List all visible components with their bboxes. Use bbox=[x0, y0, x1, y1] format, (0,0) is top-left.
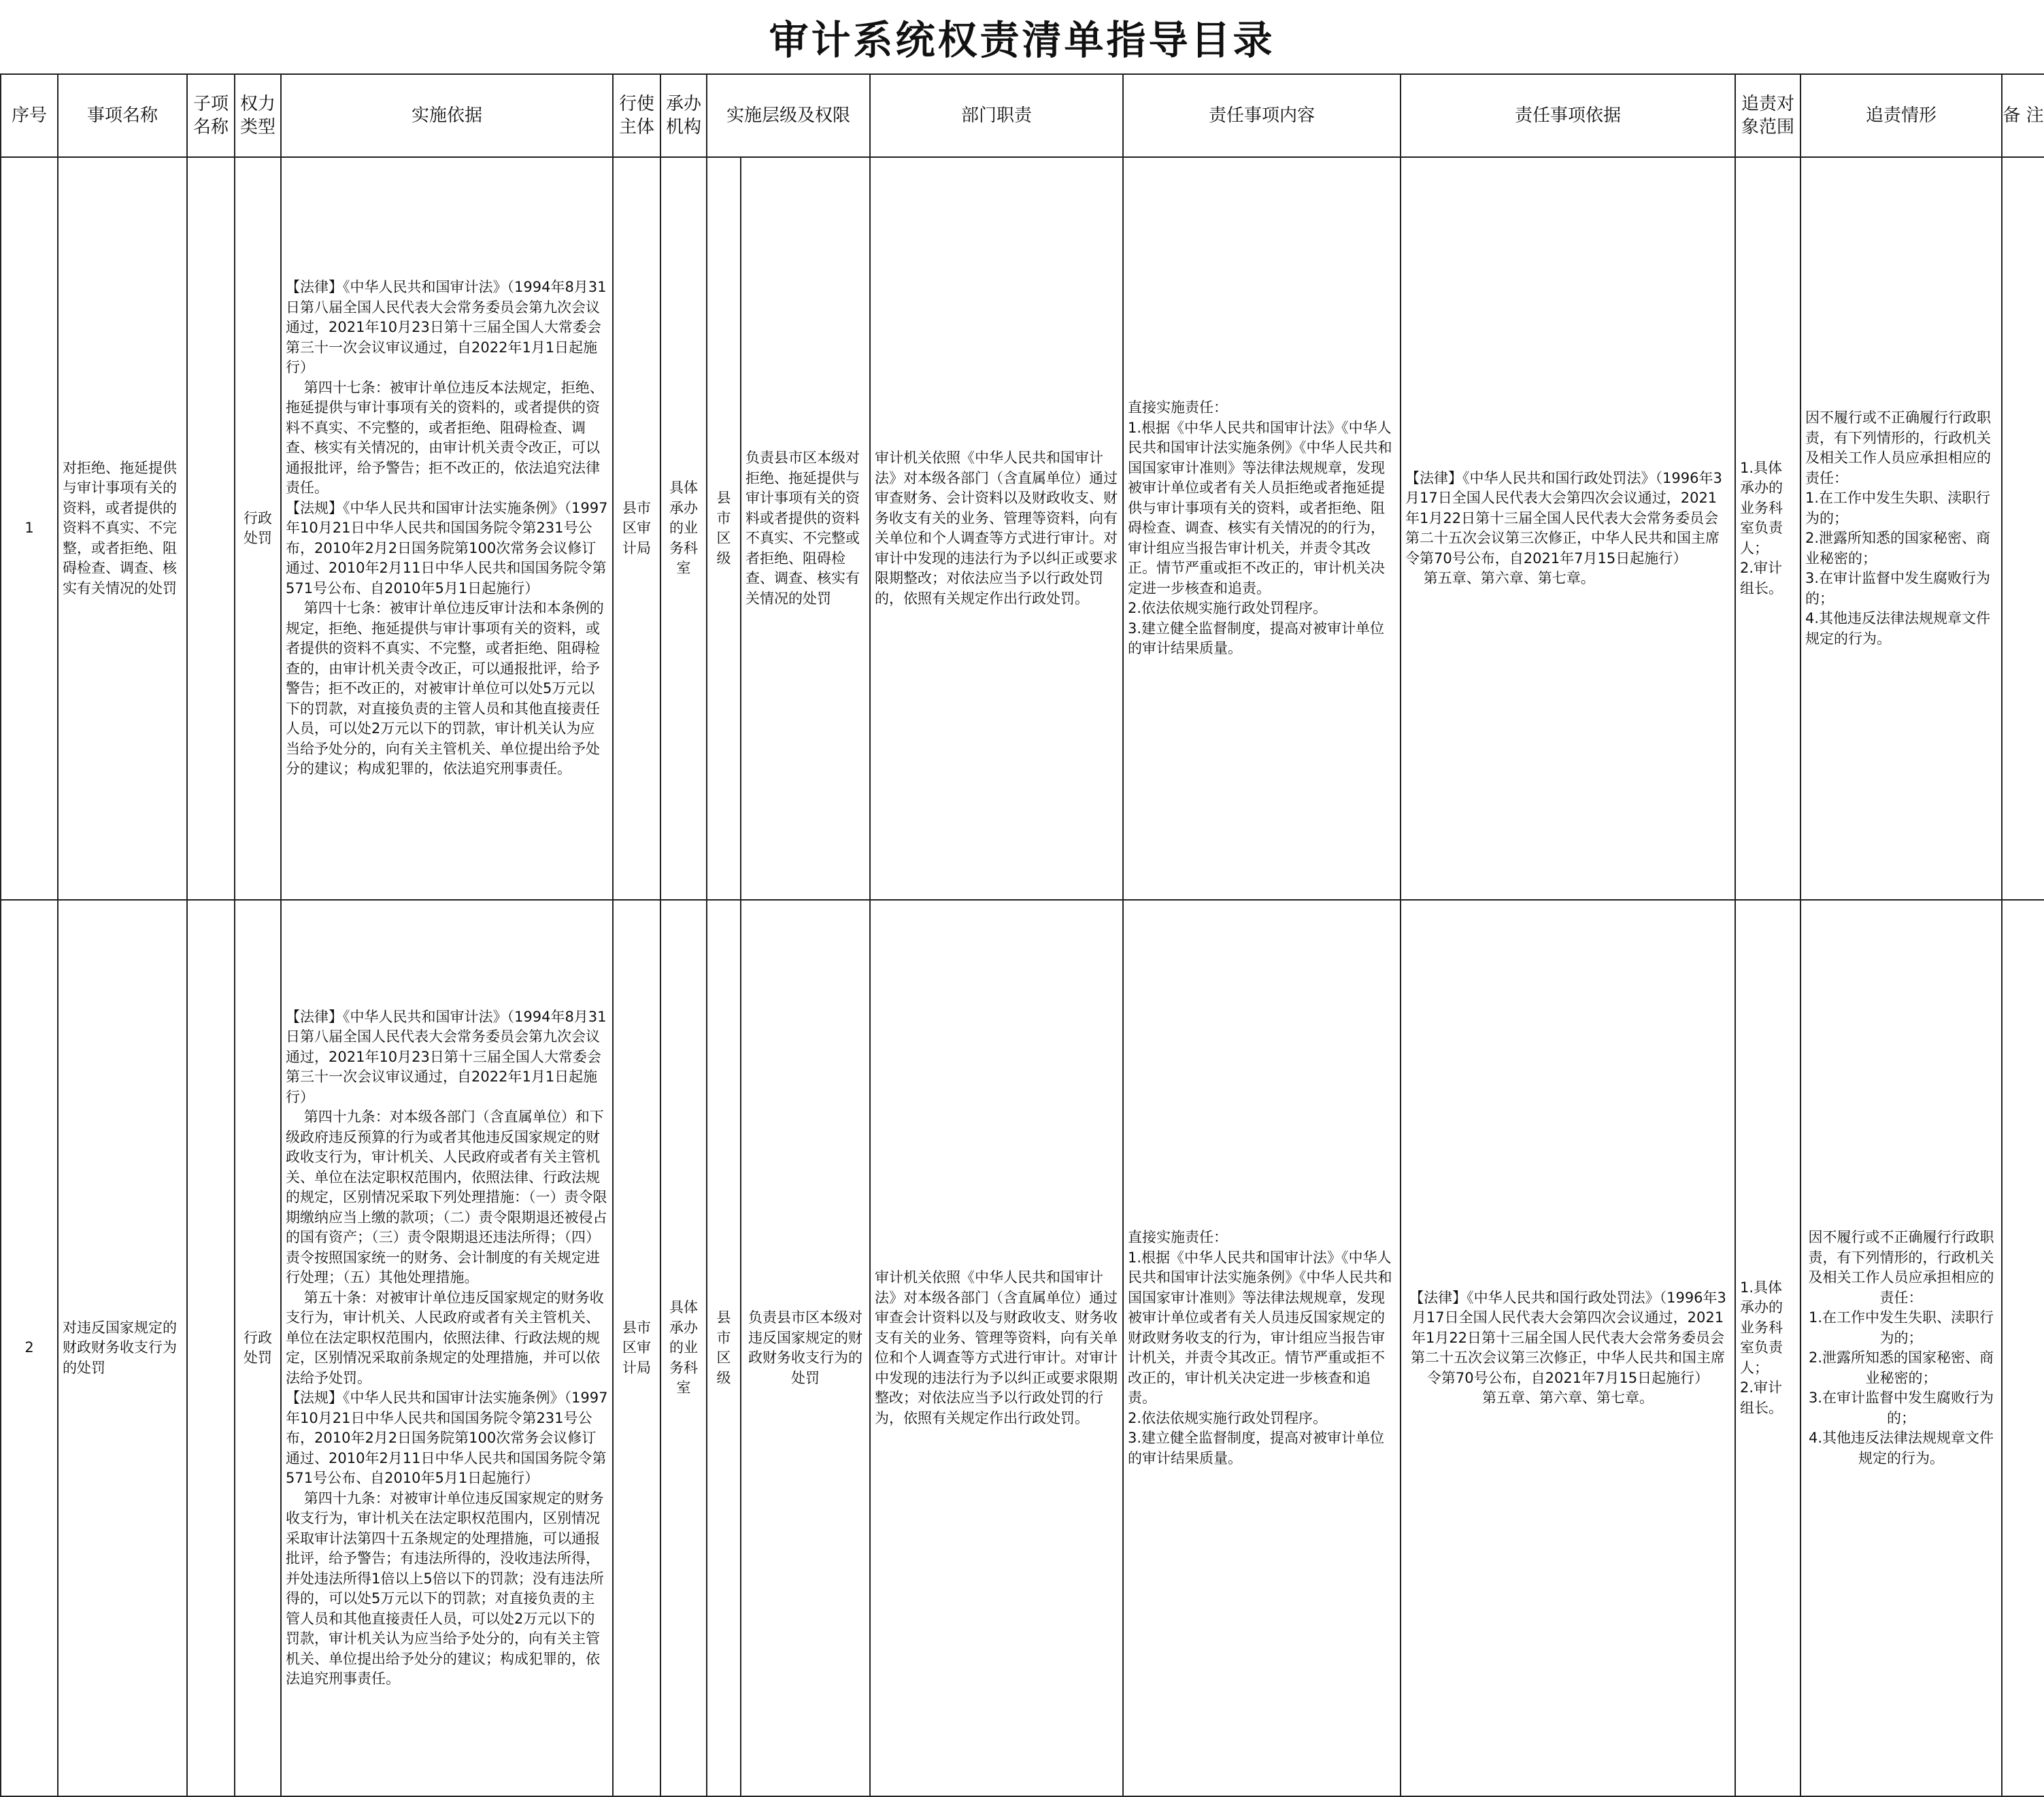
header-dept-duty: 部门职责 bbox=[870, 74, 1123, 157]
table-row bbox=[1, 157, 2044, 900]
cell-resp-basis[interactable]: 【法律】《中华人民共和国行政处罚法》（1996年3月17日全国人民代表大会第四次会议通过，2021年1月22日第十三届全国人民代表大会常务委员会第二十五次会议第三次修正，中华人民共和国主席令第70号公布，自2021年7月15日起施行） 第五章、第六章、第七章。 bbox=[1401, 900, 1735, 1796]
cell-remark[interactable] bbox=[2002, 900, 2044, 1796]
cell-dept-duty[interactable]: 审计机关依照《中华人民共和国审计法》对本级各部门（含直属单位）通过审查财务、会计资料以及财政收支、财务收支有关的业务、管理等资料，向有关单位和个人调查等方式进行审计。对审计中发现的违法行为予以纠正或要求限期整改；对依法应当予以行政处罚的，依照有关规定作出行政处罚。 bbox=[870, 157, 1123, 900]
cell-resp-content[interactable]: 直接实施责任： 1.根据《中华人民共和国审计法》《中华人民共和国审计法实施条例》《中华人民共和国国家审计准则》等法律法规规章，发现被审计单位或者有关人员违反国家规定的财政财务收支的行为，审计组应当报告审计机关，并责令其改正。情节严重或拒不改正的，审计机关决定进一步核查和追责。 2.依法依规实施行政处罚程序。 3.建立健全监督制度，提高对被审计单位的审计结果质量。 bbox=[1123, 900, 1401, 1796]
header-accountability-scope: 追责对 象范围 bbox=[1735, 74, 1800, 157]
cell-level-authority[interactable] bbox=[707, 157, 870, 900]
cell-accountability-cases[interactable]: 因不履行或不正确履行行政职责，有下列情形的，行政机关及相关工作人员应承担相应的责任： 1.在工作中发生失职、渎职行为的； 2.泄露所知悉的国家秘密、商业秘密的； 3.在审计监督中发生腐败行为的； 4.其他违反法律法规规章文件规定的行为。 bbox=[1800, 157, 2002, 900]
header-subject: 行使 主体 bbox=[613, 74, 660, 157]
cell-resp-basis[interactable]: 【法律】《中华人民共和国行政处罚法》（1996年3月17日全国人民代表大会第四次会议通过，2021年1月22日第十三届全国人民代表大会常务委员会第二十五次会议第三次修正，中华人民共和国主席令第70号公布，自2021年7月15日起施行） 第五章、第六章、第七章。 bbox=[1401, 157, 1735, 900]
header-item-name: 事项名称 bbox=[58, 74, 187, 157]
cell-handling-org[interactable]: 具体 承办 的业 务科 室 bbox=[660, 157, 707, 900]
cell-level-authority[interactable] bbox=[707, 900, 870, 1796]
cell-seq[interactable]: 2 bbox=[1, 900, 58, 1796]
header-resp-basis: 责任事项依据 bbox=[1401, 74, 1735, 157]
header-seq: 序号 bbox=[1, 74, 58, 157]
page-title: 审计系统权责清单指导目录 bbox=[0, 0, 2044, 75]
header-handling-org: 承办 机构 bbox=[660, 74, 707, 157]
cell-handling-org[interactable]: 具体 承办 的业 务科 室 bbox=[660, 900, 707, 1796]
header-level: 实施层级及权限 bbox=[707, 74, 870, 157]
cell-accountability-scope[interactable]: 1.具体承办的业务科室负责人； 2.审计组长。 bbox=[1735, 900, 1800, 1796]
cell-seq[interactable]: 1 bbox=[1, 157, 58, 900]
level-subcell: 县 市 区 级 bbox=[707, 901, 741, 1796]
authority-subcell: 负责县市区本级对违反国家规定的财政财务收支行为的处罚 bbox=[748, 1309, 862, 1386]
header-basis: 实施依据 bbox=[281, 74, 613, 157]
responsibility-table bbox=[0, 73, 2044, 1797]
cell-power-type[interactable]: 行政 处罚 bbox=[235, 157, 281, 900]
cell-accountability-cases[interactable]: 因不履行或不正确履行行政职责，有下列情形的，行政机关及相关工作人员应承担相应的责任： 1.在工作中发生失职、渎职行为的； 2.泄露所知悉的国家秘密、商业秘密的； 3.在审计监督中发生腐败行为的； 4.其他违反法律法规规章文件规定的行为。 bbox=[1800, 900, 2002, 1796]
cell-power-type[interactable]: 行政 处罚 bbox=[235, 900, 281, 1796]
header-power-type: 权力 类型 bbox=[235, 74, 281, 157]
cell-sub-item[interactable] bbox=[187, 157, 235, 900]
cell-item-name[interactable]: 对拒绝、拖延提供与审计事项有关的资料，或者提供的资料不真实、不完整，或者拒绝、阻碍检查、调查、核实有关情况的处罚 bbox=[58, 157, 187, 900]
cell-subject[interactable]: 县市 区审 计局 bbox=[613, 157, 660, 900]
header-sub-item: 子项 名称 bbox=[187, 74, 235, 157]
header-remark: 备 注 bbox=[2002, 74, 2044, 157]
cell-resp-content[interactable]: 直接实施责任： 1.根据《中华人民共和国审计法》《中华人民共和国审计法实施条例》《中华人民共和国国家审计准则》等法律法规规章，发现被审计单位或者有关人员拒绝或者拖延提供与审计事项有关的资料，或者拒绝、阻碍检查、调查、核实有关情况的的行为，审计组应当报告审计机关，并责令其改正。情节严重或拒不改正的，审计机关决定进一步核查和追责。 2.依法依规实施行政处罚程序。 3.建立健全监督制度，提高对被审计单位的审计结果质量。 bbox=[1123, 157, 1401, 900]
cell-basis[interactable]: 【法律】《中华人民共和国审计法》（1994年8月31日第八届全国人民代表大会常务委员会第九次会议通过，2021年10月23日第十三届全国人大常委会第三十一次会议审议通过，自2022年1月1日起施行） 第四十七条：被审计单位违反本法规定，拒绝、拖延提供与审计事项有关的资料的，或者提供的资料不真实、不完整的，或者拒绝、阻碍检查、调查、核实有关情况的，由审计机关责令改正，可以通报批评，给予警告；拒不改正的，依法追究法律责任。 【法规】《中华人民共和国审计法实施条例》（1997年10月21日中华人民共和国国务院令第231号公布，2010年2月2日国务院第100次常务会议修订通过、2010年2月11日中华人民共和国国务院令第571号公布、自2010年5月1日起施行） 第四十七条：被审计单位违反审计法和本条例的规定，拒绝、拖延提供与审计事项有关的资料，或者提供的资料不真实、不完整，或者拒绝、阻碍检查的，由审计机关责令改正，可以通报批评，给予警告；拒不改正的，对被审计单位可以处5万元以下的罚款，对直接负责的主管人员和其他直接责任人员，可以处2万元以下的罚款，审计机关认为应当给予处分的，向有关主管机关、单位提出给予处分的建议；构成犯罪的，依法追究刑事责任。 bbox=[281, 157, 613, 900]
header-accountability-cases: 追责情形 bbox=[1800, 74, 2002, 157]
cell-dept-duty[interactable]: 审计机关依照《中华人民共和国审计法》对本级各部门（含直属单位）通过审查会计资料以及与财政收支、财务收支有关的业务、管理等资料，向有关单位和个人调查等方式进行审计。对审计中发现的违法行为予以纠正或要求限期整改；对依法应当予以行政处罚的行为，依照有关规定作出行政处罚。 bbox=[870, 900, 1123, 1796]
cell-sub-item[interactable] bbox=[187, 900, 235, 1796]
cell-basis[interactable]: 【法律】《中华人民共和国审计法》（1994年8月31日第八届全国人民代表大会常务委员会第九次会议通过，2021年10月23日第十三届全国人大常委会第三十一次会议审议通过，自2022年1月1日起施行） 第四十九条：对本级各部门（含直属单位）和下级政府违反预算的行为或者其他违反国家规定的财政收支行为，审计机关、人民政府或者有关主管机关、单位在法定职权范围内，依照法律、行政法规的规定，区别情况采取下列处理措施：（一）责令限期缴纳应当上缴的款项；（二）责令限期退还被侵占的国有资产；（三）责令限期退还违法所得；（四）责令按照国家统一的财务、会计制度的有关规定进行处理；（五）其他处理措施。 第五十条：对被审计单位违反国家规定的财务收支行为，审计机关、人民政府或者有关主管机关、单位在法定职权范围内，依照法律、行政法规的规定，区别情况采取前条规定的处理措施，并可以依法给予处罚。 【法规】《中华人民共和国审计法实施条例》（1997年10月21日中华人民共和国国务院令第231号公布，2010年2月2日国务院第100次常务会议修订通过、2010年2月11日中华人民共和国国务院令第571号公布、自2010年5月1日起施行） 第四十九条：对被审计单位违反国家规定的财务收支行为，审计机关在法定职权范围内，区别情况采取审计法第四十五条规定的处理措施，可以通报批评，给予警告；有违法所得的，没收违法所得，并处违法所得1倍以上5倍以下的罚款；没有违法所得的，可以处5万元以下的罚款；对直接负责的主管人员和其他直接责任人员，可以处2万元以下的罚款，审计机关认为应当给予处分的，向有关主管机关、单位提出给予处分的建议；构成犯罪的，依法追究刑事责任。 bbox=[281, 900, 613, 1796]
table-row bbox=[1, 900, 2044, 1796]
cell-remark[interactable] bbox=[2002, 157, 2044, 900]
authority-subcell: 负责县市区本级对拒绝、拖延提供与审计事项有关的资料或者提供的资料不真实、不完整或者拒绝、阻碍检查、调查、核实有关情况的处罚 bbox=[745, 450, 860, 607]
cell-item-name[interactable]: 对违反国家规定的财政财务收支行为的处罚 bbox=[58, 900, 187, 1796]
cell-accountability-scope[interactable]: 1.具体承办的业务科室负责人； 2.审计组长。 bbox=[1735, 157, 1800, 900]
header-resp-content: 责任事项内容 bbox=[1123, 74, 1401, 157]
level-subcell: 县 市 区 级 bbox=[707, 158, 741, 899]
cell-subject[interactable]: 县市 区审 计局 bbox=[613, 900, 660, 1796]
header-row bbox=[1, 74, 2044, 157]
